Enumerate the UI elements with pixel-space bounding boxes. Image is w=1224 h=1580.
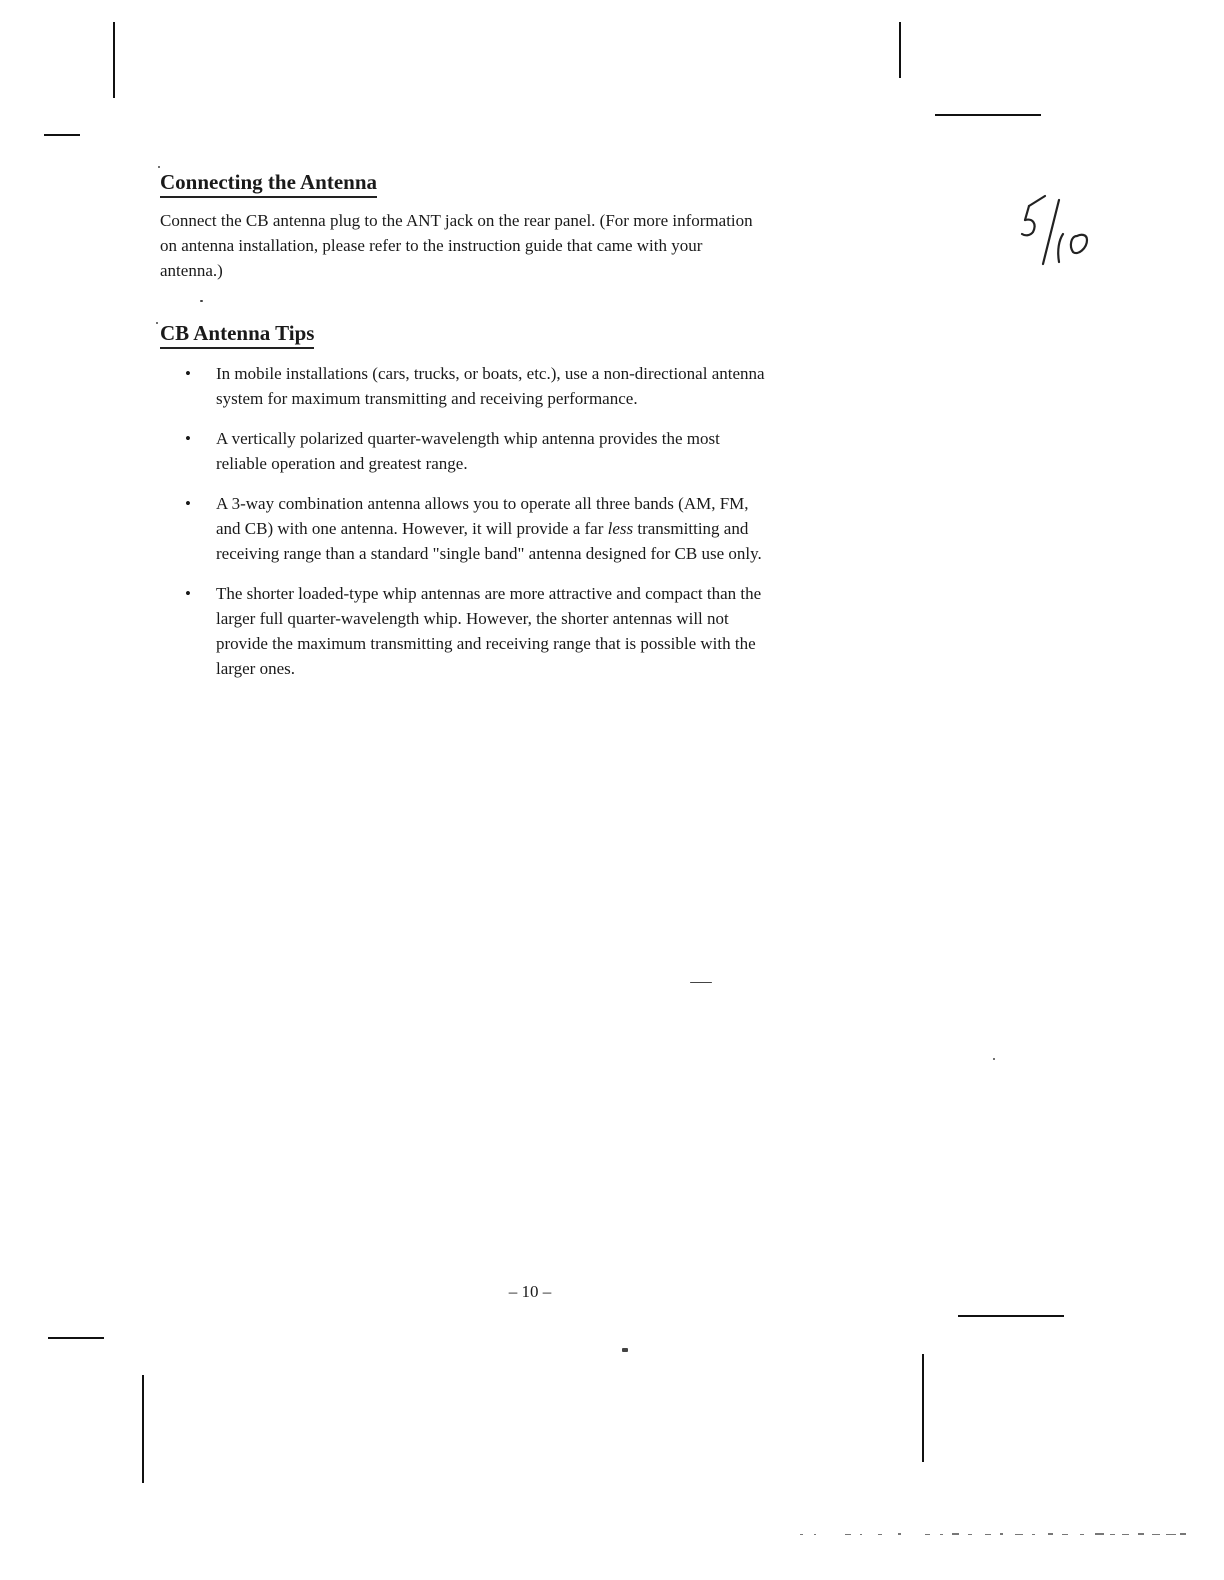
registration-mark-top-right-horizontal bbox=[935, 114, 1041, 116]
scan-noise-strip bbox=[800, 1532, 1190, 1538]
registration-mark-bottom-right-horizontal bbox=[958, 1315, 1064, 1317]
tip-line: provide the maximum transmitting and receiving range that is possible with the bbox=[216, 634, 756, 654]
tip-item bbox=[160, 361, 850, 411]
registration-mark-top-right-vertical bbox=[899, 22, 901, 78]
tip-line-segment: and CB) with one antenna. However, it will provide a far bbox=[216, 519, 608, 539]
registration-mark-bottom-left-horizontal bbox=[48, 1337, 104, 1339]
tip-line: larger ones. bbox=[216, 659, 295, 679]
tip-line: system for maximum transmitting and receiving performance. bbox=[216, 389, 638, 409]
paragraph-line: Connect the CB antenna plug to the ANT jack on the rear panel. (For more information bbox=[160, 211, 753, 231]
section-heading-cb-antenna-tips: CB Antenna Tips bbox=[160, 321, 314, 349]
bullet-icon: • bbox=[185, 494, 191, 514]
paragraph-line: on antenna installation, please refer to the instruction guide that came with your bbox=[160, 236, 703, 256]
page-number: – 10 – bbox=[508, 1282, 552, 1301]
tip-line: receiving range than a standard "single band" antenna designed for CB use only. bbox=[216, 544, 762, 564]
handwritten-page-annotation bbox=[1015, 190, 1105, 270]
scan-speck bbox=[622, 1348, 628, 1352]
connecting-antenna-paragraph bbox=[160, 208, 850, 283]
tip-line: A vertically polarized quarter-wavelength whip antenna provides the most bbox=[216, 429, 720, 449]
tip-emphasis: less bbox=[607, 519, 634, 539]
registration-mark-bottom-left-vertical bbox=[142, 1375, 144, 1483]
registration-mark-bottom-right-vertical bbox=[922, 1354, 924, 1462]
tip-line: The shorter loaded-type whip antennas are more attractive and compact than the bbox=[216, 584, 762, 604]
tip-line: A 3-way combination antenna allows you to operate all three bands (AM, FM, bbox=[216, 494, 749, 514]
section-heading-connecting-antenna: Connecting the Antenna bbox=[160, 170, 377, 198]
tip-line: larger full quarter-wavelength whip. However, the shorter antennas will not bbox=[216, 609, 729, 629]
bullet-icon: • bbox=[185, 584, 191, 604]
tip-line-segment: transmitting and bbox=[633, 519, 749, 539]
bullet-icon: • bbox=[185, 429, 191, 449]
scan-speck bbox=[690, 982, 712, 983]
scan-speck bbox=[156, 322, 158, 324]
tips-list bbox=[160, 361, 860, 681]
tip-item bbox=[160, 491, 850, 566]
paragraph-line: antenna.) bbox=[160, 261, 223, 281]
tip-line: In mobile installations (cars, trucks, or boats, etc.), use a non-directional antenna bbox=[216, 364, 765, 384]
tip-line: reliable operation and greatest range. bbox=[216, 454, 468, 474]
scan-speck bbox=[158, 166, 160, 168]
scan-speck bbox=[993, 1058, 995, 1060]
bullet-icon: • bbox=[185, 364, 191, 384]
tip-item bbox=[160, 581, 850, 681]
tips-heading-wrap bbox=[160, 321, 860, 349]
registration-mark-top-left-vertical bbox=[113, 22, 115, 98]
page-content bbox=[160, 170, 860, 696]
registration-mark-top-left-horizontal bbox=[44, 134, 80, 136]
tip-item bbox=[160, 426, 850, 476]
